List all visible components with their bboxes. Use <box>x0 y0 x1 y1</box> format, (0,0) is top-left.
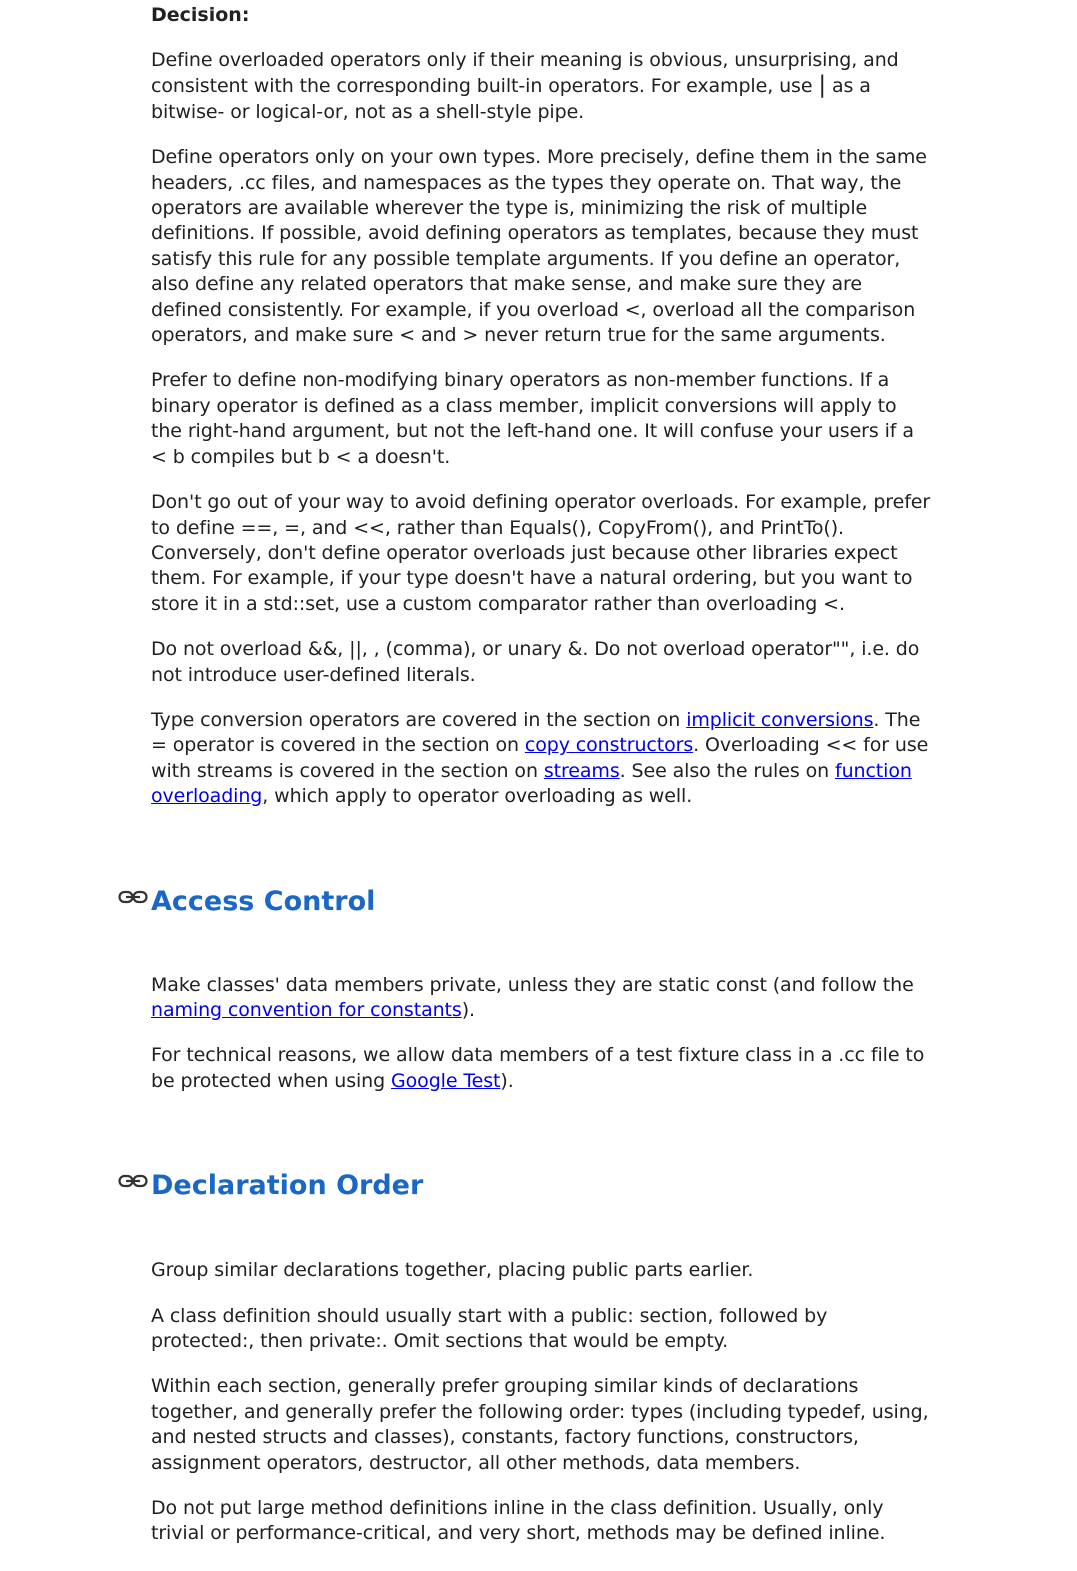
ac-p1-before: Make classes' data members private, unless they are static const (and follow the <box>151 973 914 996</box>
p6-text-5: , which apply to operator overloading as well. <box>262 785 693 808</box>
p1-text-before: Define overloaded operators only if their meaning is obvious, unsurprising, and consistent with the corresponding built-in operators. For example, use <box>151 49 899 98</box>
decision-paragraph-1 <box>151 48 931 125</box>
p6-text-3: . Overloading << for use with streams is covered in the section on <box>151 734 929 782</box>
implicit-conversions-link[interactable]: implicit conversions <box>686 708 874 731</box>
streams-link[interactable]: streams <box>543 759 620 782</box>
declaration-order-paragraph-2: A class definition should usually start with a public: section, followed by protected:, then private:. Omit sections that would be empty. <box>151 1304 828 1352</box>
decision-paragraph-5: Do not overload &&, ||, , (comma), or unary &. Do not overload operator"", i.e. do not introduce user-defined literals. <box>151 638 920 686</box>
function-overloading-link[interactable]: function overloading <box>151 759 912 808</box>
access-control-paragraph-2 <box>151 1043 931 1094</box>
p1-text-after: as a bitwise- or logical-or, not as a shell-style pipe. <box>151 75 871 123</box>
naming-convention-link[interactable]: naming convention for constants <box>151 998 462 1021</box>
copy-constructors-link[interactable]: copy constructors <box>524 734 694 757</box>
decision-paragraph-2: Define operators only on your own types. More precisely, define them in the same headers, .cc files, and namespaces as the types they operate on. That way, the operators are available wherever the type is, minimizing the risk of multiple definitions. If possible, avoid defining operators as templates, because they must satisfy this rule for any possible template arguments. If you define an operator, also define any related operators that make sense, and make sure they are defined consistently. For example, if you overload <, overload all the comparison operators, and make sure < and > never return true for the same arguments. <box>151 146 927 347</box>
declaration-order-paragraph-1: Group similar declarations together, placing public parts earlier. <box>151 1259 754 1282</box>
declaration-order-paragraph-4: Do not put large method definitions inline in the class definition. Usually, only trivial or performance-critical, and very short, methods may be defined inline. <box>151 1497 886 1545</box>
access-control-paragraph-1 <box>151 973 931 1024</box>
decision-paragraph-4: Don't go out of your way to avoid defining operator overloads. For example, prefer to define ==, =, and <<, rather than Equals(), CopyFrom(), and PrintTo(). Conversely, don't define operator overloads just because other libraries expect them. For example, if your type doesn't have a natural ordering, but you want to store it in a std::set, use a custom comparator rather than overloading <. <box>151 491 931 615</box>
link-icon[interactable] <box>118 1174 148 1188</box>
decision-paragraph-3: Prefer to define non-modifying binary operators as non-member functions. If a binary operator is defined as a class member, implicit conversions will apply to the right-hand argument, but not the left-hand one. It will confuse your users if a < b compiles but b < a doesn't. <box>151 369 914 468</box>
declaration-order-heading-text: Declaration Order <box>151 1170 424 1202</box>
p6-text-4: . See also the rules on <box>619 759 835 782</box>
p6-text-1: Type conversion operators are covered in the section on <box>151 708 687 731</box>
access-control-heading <box>151 886 931 918</box>
p6-text-2: . The = operator is covered in the section on <box>151 708 921 757</box>
link-icon[interactable] <box>118 890 148 904</box>
pipe-symbol: | <box>818 72 827 99</box>
decision-paragraph-6 <box>151 708 931 810</box>
declaration-order-paragraph-3: Within each section, generally prefer grouping similar kinds of declarations together, and generally prefer the following order: types (including typedef, using, and nested structs and classes), constants, factory functions, constructors, assignment operators, destructor, all other methods, data members. <box>151 1375 929 1474</box>
ac-p1-after: ). <box>461 998 475 1021</box>
access-control-heading-text: Access Control <box>151 885 376 917</box>
declaration-order-heading <box>151 1170 931 1202</box>
decision-label: Decision: <box>151 4 250 26</box>
google-test-link[interactable]: Google Test <box>391 1069 501 1092</box>
ac-p2-after: ). <box>500 1069 514 1092</box>
document-content <box>151 0 931 1547</box>
ac-p2-before: For technical reasons, we allow data members of a test fixture class in a .cc file to be protected when using <box>151 1044 925 1092</box>
